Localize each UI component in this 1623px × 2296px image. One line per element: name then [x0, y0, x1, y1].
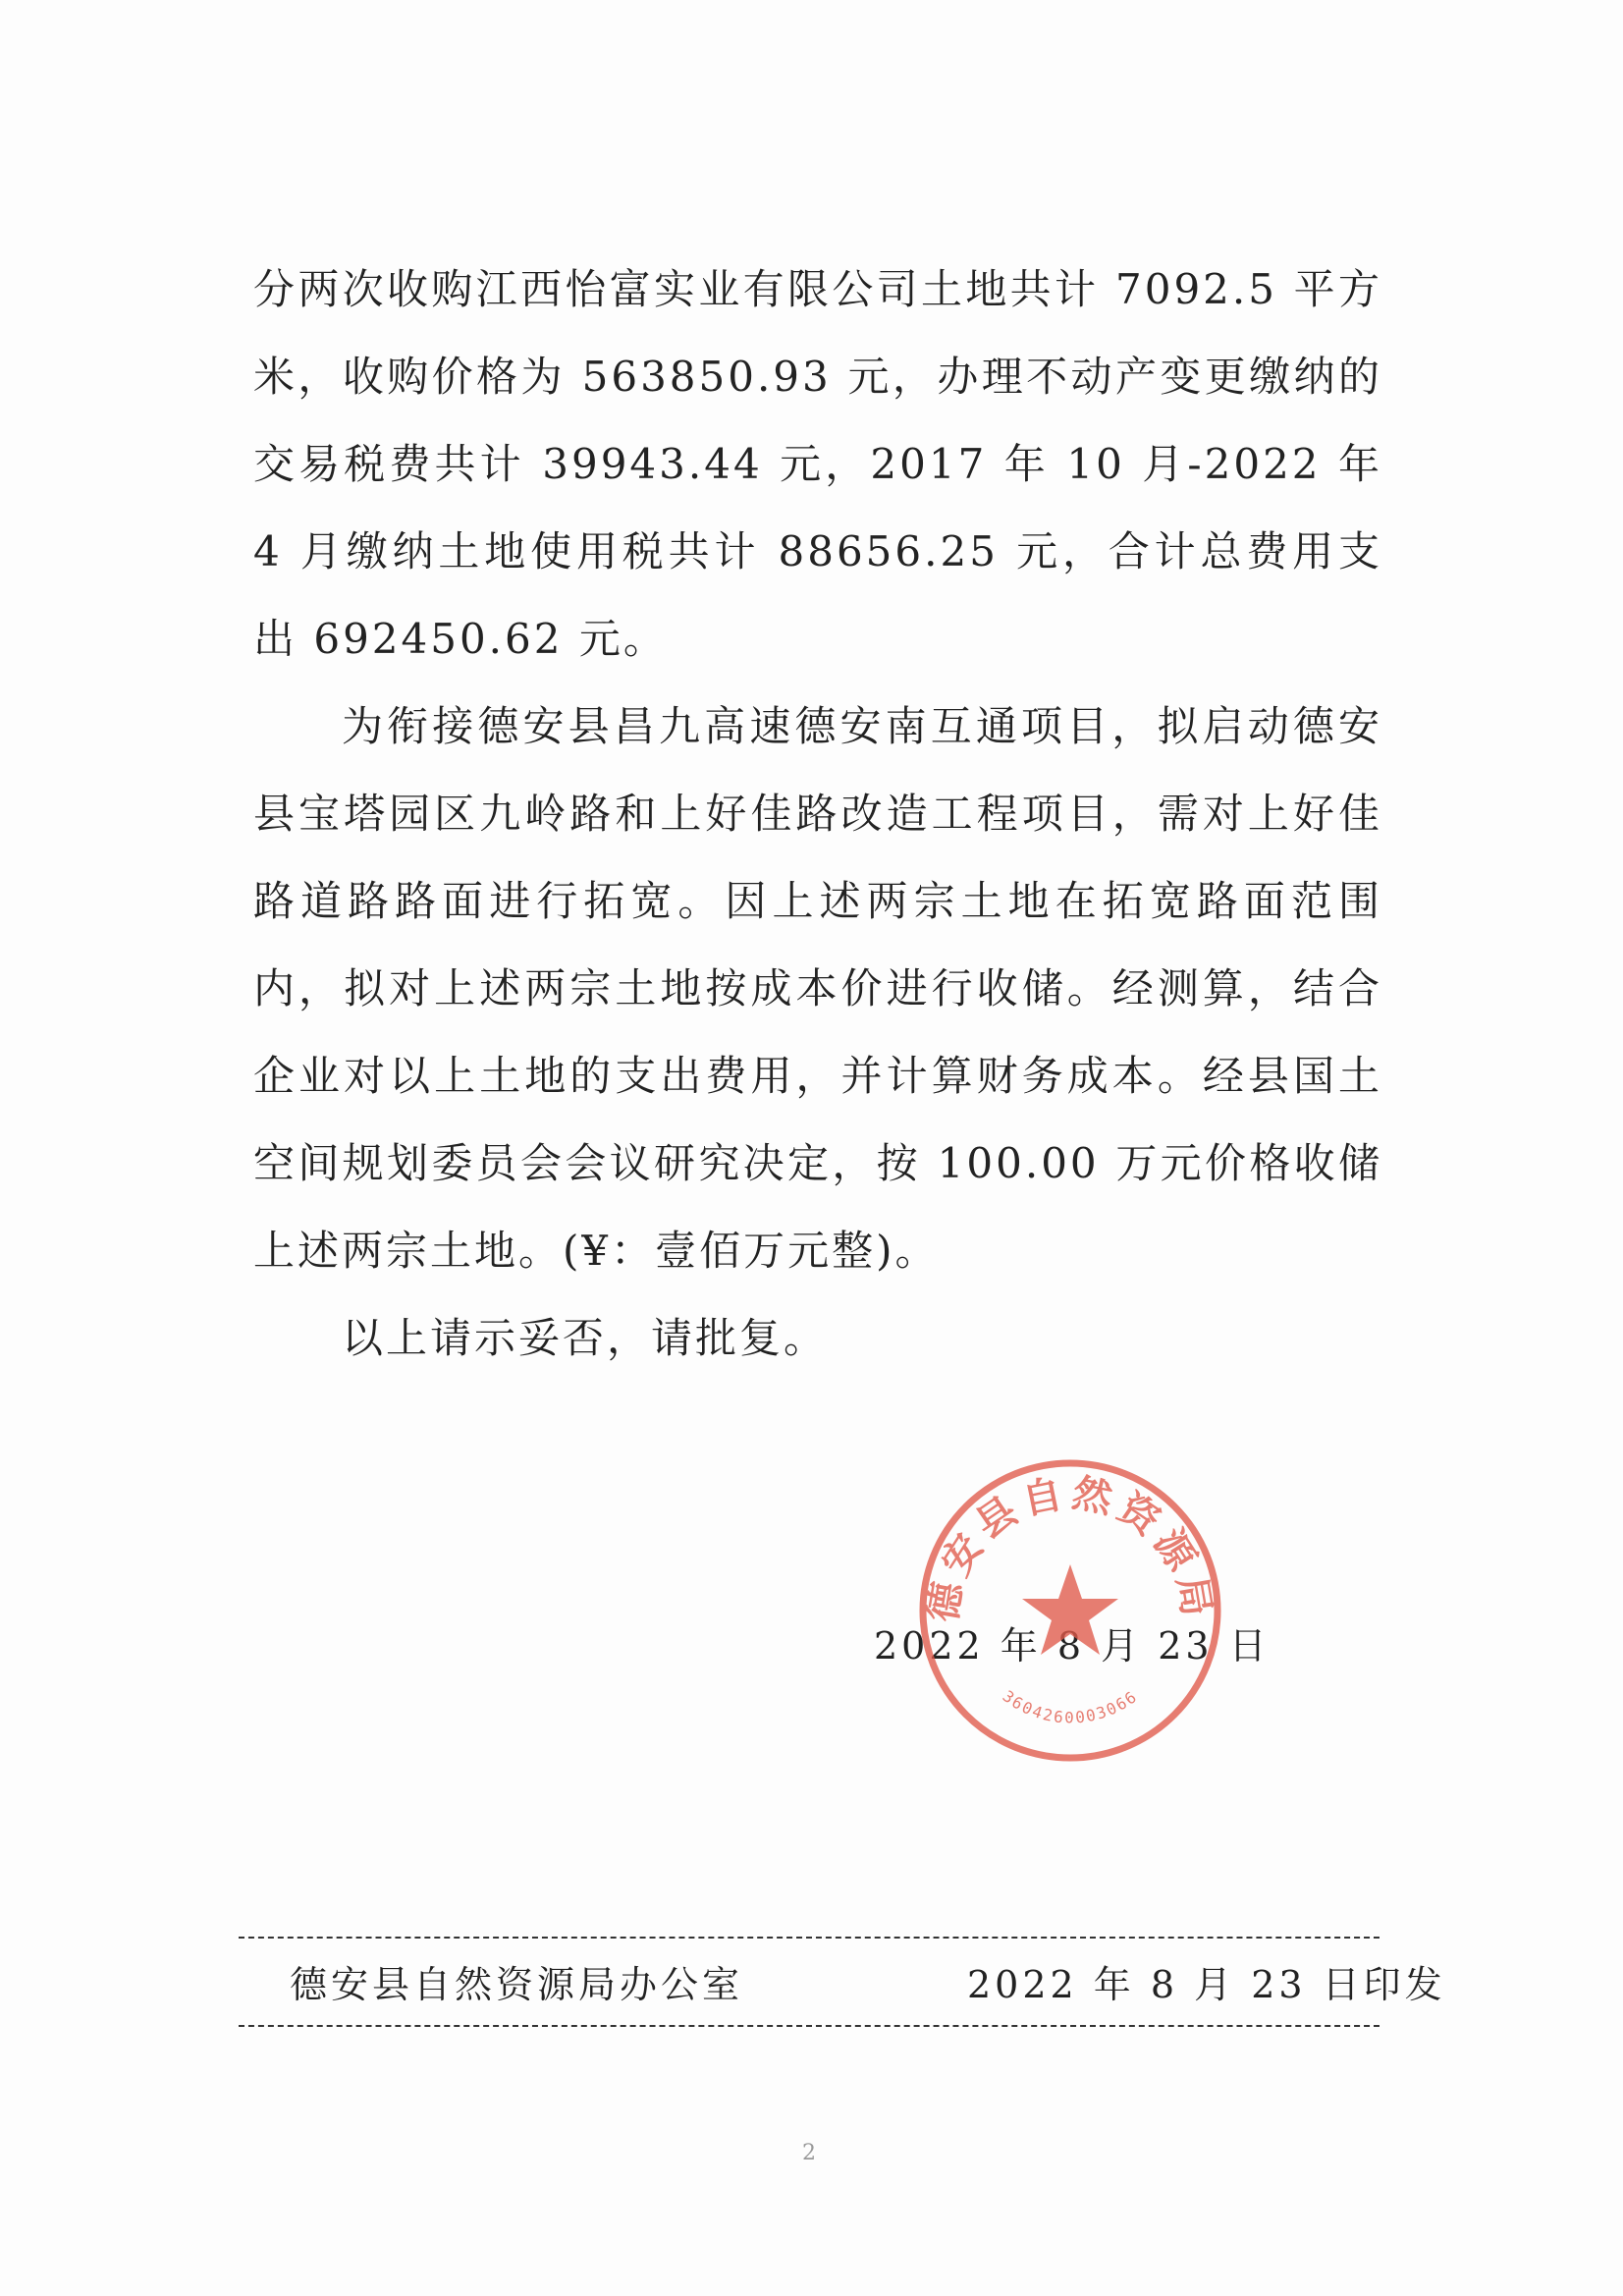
paragraph-request-approval: 以上请示妥否，请批复。: [342, 1314, 829, 1362]
svg-text:3604260003066: [1000, 1686, 1142, 1726]
seal-name: 德安县自然资源局: [919, 1469, 1221, 1625]
official-seal-stamp: [908, 1449, 1232, 1773]
star-icon: [1022, 1564, 1118, 1655]
paragraph-storage-plan: 为衔接德安县昌九高速德安南互通项目，拟启动德安县宝塔园区九岭路和上好佳路改造工程项目，需对上好佳路道路路面进行拓宽。因上述两宗土地在拓宽路面范围内，拟对上述两宗土地按成本价进行收储。经测算，结合企业对以上土地的支出费用，并计算财务成本。经县国土空间规划委员会会议研究决定，按 100.00 万元价格收储上述两宗土地。(¥：壹佰万元整)。: [253, 702, 1382, 1275]
footer-issue-date: 2022 年 8 月 23 日印发: [967, 1963, 1446, 2006]
footer-issuer: 德安县自然资源局办公室: [290, 1963, 744, 2006]
signature-date: 2022 年 8 月 23 日: [874, 1624, 1271, 1667]
footer-rule-bottom: [239, 2025, 1380, 2027]
paragraph-land-purchase: 分两次收购江西怡富实业有限公司土地共计 7092.5 平方米，收购价格为 563850.93 元，办理不动产变更缴纳的交易税费共计 39943.44 元，2017 年 10 月-2022 年 4 月缴纳土地使用税共计 88656.25 元，合计总费用支出 692450.62 元。: [253, 265, 1382, 663]
document-body: [253, 246, 1382, 1382]
footer-rule-top: [239, 1937, 1380, 1939]
seal-code: 3604260003066: [999, 1686, 1142, 1727]
page-number: 2: [802, 2141, 816, 2165]
